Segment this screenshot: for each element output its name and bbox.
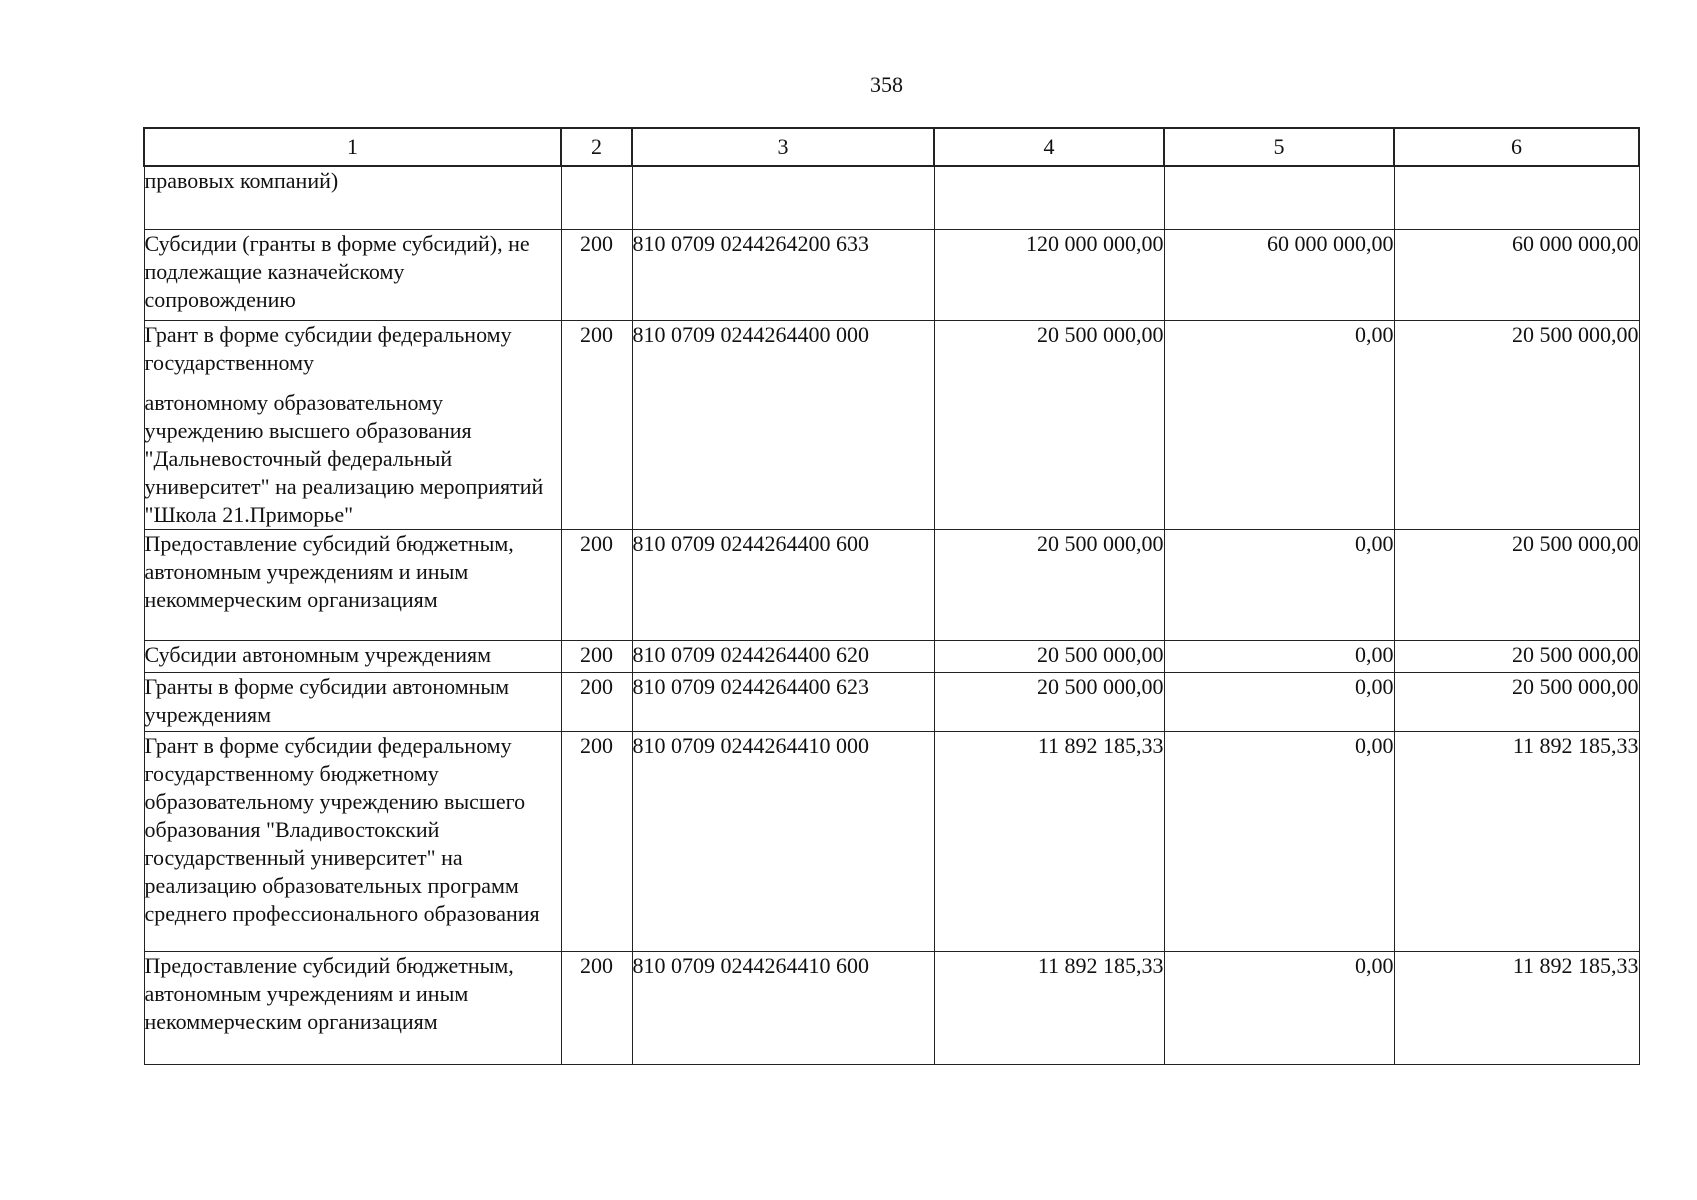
table-row — [144, 641, 1639, 673]
row-col5: 0,00 — [1164, 952, 1394, 1065]
row-name-continuation: автономному образовательному учреждению высшего образования "Дальневосточный федеральный университет" на реализацию мероприятий "Школа 21.Приморье" — [144, 390, 544, 527]
row-code: 810 0709 0244264200 633 — [632, 230, 934, 321]
row-col4: 20 500 000,00 — [934, 321, 1164, 530]
row-col4: 20 500 000,00 — [934, 673, 1164, 732]
row-name-cell — [144, 673, 561, 732]
row-indicator: 200 — [561, 673, 632, 732]
row-col5: 0,00 — [1164, 641, 1394, 673]
row-col4: 120 000 000,00 — [934, 230, 1164, 321]
row-col5: 0,00 — [1164, 673, 1394, 732]
row-name: Предоставление субсидий бюджетным, автономным учреждениям и иным некоммерческим организациям — [144, 953, 514, 1034]
row-col6: 11 892 185,33 — [1394, 732, 1639, 952]
row-col6: 20 500 000,00 — [1394, 321, 1639, 530]
row-name-cell — [144, 230, 561, 321]
row-name-cell — [144, 952, 561, 1065]
row-indicator: 200 — [561, 530, 632, 641]
budget-table — [143, 127, 1640, 1065]
row-name: Грант в форме субсидии федеральному государственному бюджетному образовательному учреждению высшего образования "Владивостокский государственный университет" на реализацию образовательных программ среднего профессионального образования — [144, 733, 540, 926]
row-col6: 11 892 185,33 — [1394, 952, 1639, 1065]
row-col4: 20 500 000,00 — [934, 641, 1164, 673]
row-name: Гранты в форме субсидии автономным учреждениям — [144, 674, 510, 727]
row-indicator: 200 — [561, 641, 632, 673]
row-col5: 60 000 000,00 — [1164, 230, 1394, 321]
row-col5: 0,00 — [1164, 732, 1394, 952]
row-name: правовых компаний) — [144, 168, 339, 193]
table-row — [144, 952, 1639, 1065]
row-name: Грант в форме субсидии федеральному государственному — [144, 322, 512, 375]
row-col6: 20 500 000,00 — [1394, 673, 1639, 732]
column-header-2: 2 — [561, 128, 632, 166]
row-indicator — [561, 166, 632, 230]
row-col6: 60 000 000,00 — [1394, 230, 1639, 321]
row-code — [632, 166, 934, 230]
page-number: 358 — [870, 72, 903, 97]
row-col6 — [1394, 166, 1639, 230]
column-header-1: 1 — [144, 128, 561, 166]
table-header-row — [144, 128, 1639, 166]
row-indicator: 200 — [561, 321, 632, 530]
row-code: 810 0709 0244264410 600 — [632, 952, 934, 1065]
row-col5: 0,00 — [1164, 530, 1394, 641]
row-col4 — [934, 166, 1164, 230]
row-name: Субсидии автономным учреждениям — [144, 642, 492, 667]
table-row — [144, 732, 1639, 952]
row-col5: 0,00 — [1164, 321, 1394, 530]
column-header-3: 3 — [632, 128, 934, 166]
row-code: 810 0709 0244264400 600 — [632, 530, 934, 641]
column-header-4: 4 — [934, 128, 1164, 166]
row-name: Предоставление субсидий бюджетным, автономным учреждениям и иным некоммерческим организациям — [144, 531, 514, 612]
row-code: 810 0709 0244264400 000 — [632, 321, 934, 530]
row-col4: 11 892 185,33 — [934, 952, 1164, 1065]
row-indicator: 200 — [561, 230, 632, 321]
row-code: 810 0709 0244264400 620 — [632, 641, 934, 673]
row-indicator: 200 — [561, 952, 632, 1065]
row-code: 810 0709 0244264400 623 — [632, 673, 934, 732]
row-name-cell — [144, 530, 561, 641]
table-row — [144, 166, 1639, 230]
table-row — [144, 530, 1639, 641]
row-name-cell — [144, 641, 561, 673]
column-header-6: 6 — [1394, 128, 1639, 166]
row-col6: 20 500 000,00 — [1394, 641, 1639, 673]
row-name-cell — [144, 321, 561, 530]
row-col4: 11 892 185,33 — [934, 732, 1164, 952]
table-row — [144, 321, 1639, 530]
table-row — [144, 230, 1639, 321]
row-name-cell — [144, 732, 561, 952]
row-name-cell — [144, 166, 561, 230]
row-name: Субсидии (гранты в форме субсидий), не подлежащие казначейскому сопровождению — [144, 231, 530, 312]
row-col5 — [1164, 166, 1394, 230]
table-row — [144, 673, 1639, 732]
row-indicator: 200 — [561, 732, 632, 952]
row-col4: 20 500 000,00 — [934, 530, 1164, 641]
column-header-5: 5 — [1164, 128, 1394, 166]
row-code: 810 0709 0244264410 000 — [632, 732, 934, 952]
row-col6: 20 500 000,00 — [1394, 530, 1639, 641]
